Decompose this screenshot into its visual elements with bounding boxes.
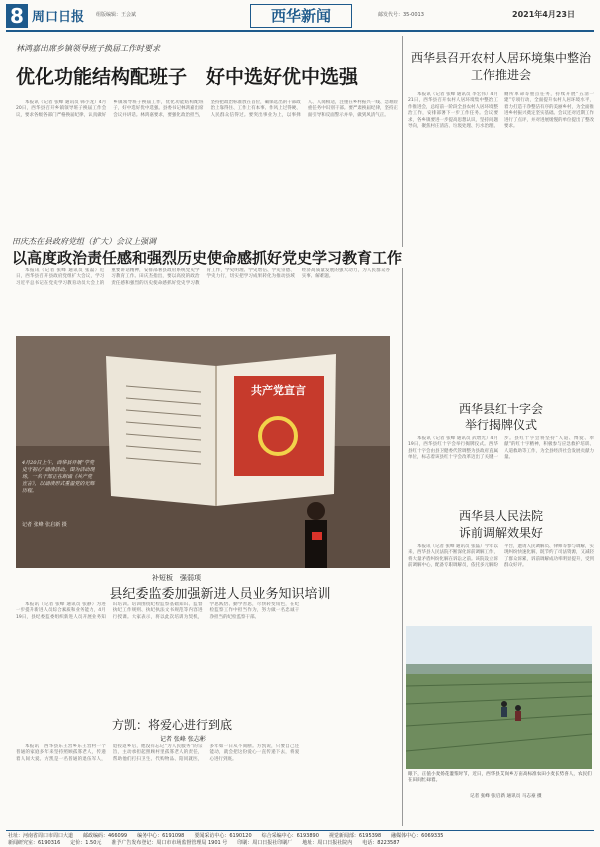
article6-title2: 举行揭牌仪式 <box>464 418 537 432</box>
section-title: 西华新闻 <box>250 4 352 28</box>
article1-body: 本报讯（记者 张峰 通讯员 韩小龙）4月20日，西华县召开乡镇领导班子换届工作会议，要求各级各部门严格换届纪律，认真做好乡镇领导班子换届工作，优化功能结构配班子，好中选好优中选强。县委书记林鸿嘉出席会议并讲话。林鸿嘉要求，要强化政治担当，坚持把政治标准放在首位，确保选出的干部政治上靠得住、工作上有本事、作风上过得硬、人民群众信得过。要突出事业为上，以事择人、人岗相适，注重在乡村振兴一线、急难险重任务中识别干部。要严肃换届纪律，坚持正面引导和反面警示并举，做到风清气正。 <box>16 100 398 118</box>
article7-body: 本报讯（记者 张峰 通讯员 张磊）今年以来，西华县人民法院不断深化诉前调解工作，将大量矛盾纠纷化解在诉讼之前。该院设立诉前调解中心，配备专职调解员，依托多元解纷平台，邀请人民调解员、律师等参与调解，实现纠纷快速化解，既节约了司法资源，又减轻了群众诉累，诉前调解成功率明显提升，受到群众好评。 <box>408 544 594 569</box>
photo1-caption: 4月20日上午，西华县开展“学党史守初心”诵读活动。图为活动现场，一名干部正在朗诵《共产党宣言》，以诵读形式重温党的光辉历程。 <box>22 460 95 494</box>
article5-body: 本报讯（记者 张峰 通讯员 李宏伟）4月21日，西华县召开农村人居环境集中整治工作推进会，总结前一阶段全县农村人居环境整治工作，安排部署下一步工作任务。会议要求，各乡镇要进一步提高思想认识，坚持问题导向，聚焦村庄清洁、垃圾处理、污水治理、厕所革命等重点任务，持续开展“五清一建”专项行动，全面提升农村人居环境水平，着力打造干净整洁有序的美丽乡村，为全面推进乡村振兴奠定坚实基础。会议还对近期工作进行了点评，并对进展缓慢的单位提出了整改要求。 <box>408 92 594 130</box>
article6-body: 本报讯（记者 张峰 通讯员 武增光）4月19日，西华县红十字会举行揭牌仪式。西华县红十字会由县卫健委代管调整为县政府直属单位，标志着该县红十字会改革迈出了关键一步。县红十字会将坚持“人道、博爱、奉献”的红十字精神，积极参与应急救护培训、人道救助等工作，为全县经济社会发展贡献力量。 <box>408 436 594 461</box>
article3-title: 县纪委监委加强新进人员业务知识培训 <box>109 587 331 602</box>
article1-kicker: 林鸿嘉出席乡镇领导班子换届工作时要求 <box>16 44 160 53</box>
issue-date: 2021年4月23日 <box>512 10 575 19</box>
masthead-rule <box>6 30 594 32</box>
article2-kicker: 田庆杰在县政府党组（扩大）会议上强调 <box>12 237 156 246</box>
wheat-field-photo <box>406 626 592 769</box>
footer-line-1: 社址：河南省周口市周口大道 邮政编码：466099 编务中心：6191098 要闻采访中心：6190120 综合采编中心：6193890 视觉新闻部：6195398 融媒体中心：6069335 <box>8 833 444 839</box>
footer-rule <box>6 830 594 831</box>
wheat-field-scene <box>406 626 592 769</box>
main-photo <box>16 336 390 568</box>
footer-line-2: 新闻研究室：6190316 定价：1.50元 准予广告发布登记：周口市市场监督管理局 1901 号 印刷：周口日报社印刷厂 地址：周口日报社院内 电话：8223587 <box>8 840 400 846</box>
article7-title2: 诉前调解效果好 <box>458 526 543 540</box>
photo1-credit: 记者 张峰 张启新 摄 <box>22 522 67 528</box>
photo-banner: 共产党宣言 <box>251 384 306 397</box>
photo2-caption: 眼下，正值小麦扬花灌浆时节，近日，西华县艾岗乡万亩高标准农田小麦长势喜人，农民们在田间忙碌着。 <box>408 772 592 784</box>
edition-info: 邮发代号：35-0013 <box>378 12 424 18</box>
editor-line: 组版编辑：王会斌 <box>96 12 137 18</box>
column-rule <box>402 36 403 826</box>
photo-scene <box>16 336 390 568</box>
article4-byline: 记者 张峰 张志彬 <box>160 736 206 743</box>
article4-body: 本报讯 西华县东王营乡东王营村一个普通的家庭多年来坚持照顾孤寡老人，传递着人间大爱。方凯是一名普通的退伍军人，退役返乡后，他没有忘记“为人民服务”的宗旨，主动承担起照顾村里孤寡老人的责任，帮助他们打扫卫生、代购物品、陪同就医，多年如一日从不间断。方凯说，只要自己还能动，就会把这份爱心一直传递下去，将爱心进行到底。 <box>16 744 300 762</box>
page-number: 8 <box>6 4 28 28</box>
article3-byline: 补短板 强弱项 <box>152 574 201 582</box>
photo2-credit: 记者 张峰 张启新 通讯员 马志豪 摄 <box>470 794 542 799</box>
article3-body: 本报讯（记者 张峰 通讯员 张静）为进一步提升新进人员综合素质和业务能力，4月19日，县纪委监委组织新进人员开展业务知识培训。培训围绕纪检监察基础知识、监督执纪工作规则、执纪执法文书规范等内容进行授课。大家表示，将以此次培训为契机，学思践悟、勤学善思，尽快转变角色，在纪检监察工作中担当作为，努力做一名忠诚干净担当的纪检监察干部。 <box>16 602 300 620</box>
paper-name: 周口日报 <box>32 10 85 25</box>
article1-title: 优化功能结构配班子 好中选好优中选强 <box>16 66 359 88</box>
article6-title: 西华县红十字会 <box>458 402 543 416</box>
article2-title: 以高度政治责任感和强烈历史使命感抓好党史学习教育工作 <box>12 249 403 267</box>
article2-body: 本报讯（记者 张峰 通讯员 张磊）近日，西华县召开县政府党组扩大会议，学习习近平总书记在党史学习教育动员大会上的重要讲话精神，安排部署县政府系统党史学习教育工作。田庆杰指出，要以高度的政治责任感和强烈的历史使命感抓好党史学习教育工作，学史明理、学史增信、学史崇德、学史力行，切实把学习成果转化为推动县域经济高质量发展的强大动力，为人民群众办实事、解难题。 <box>16 268 390 286</box>
article7-title: 西华县人民法院 <box>458 509 543 523</box>
article4-title: 方凯：将爱心进行到底 <box>112 718 233 732</box>
article5-title: 西华县召开农村人居环境集中整治工作推进会 <box>410 51 591 82</box>
